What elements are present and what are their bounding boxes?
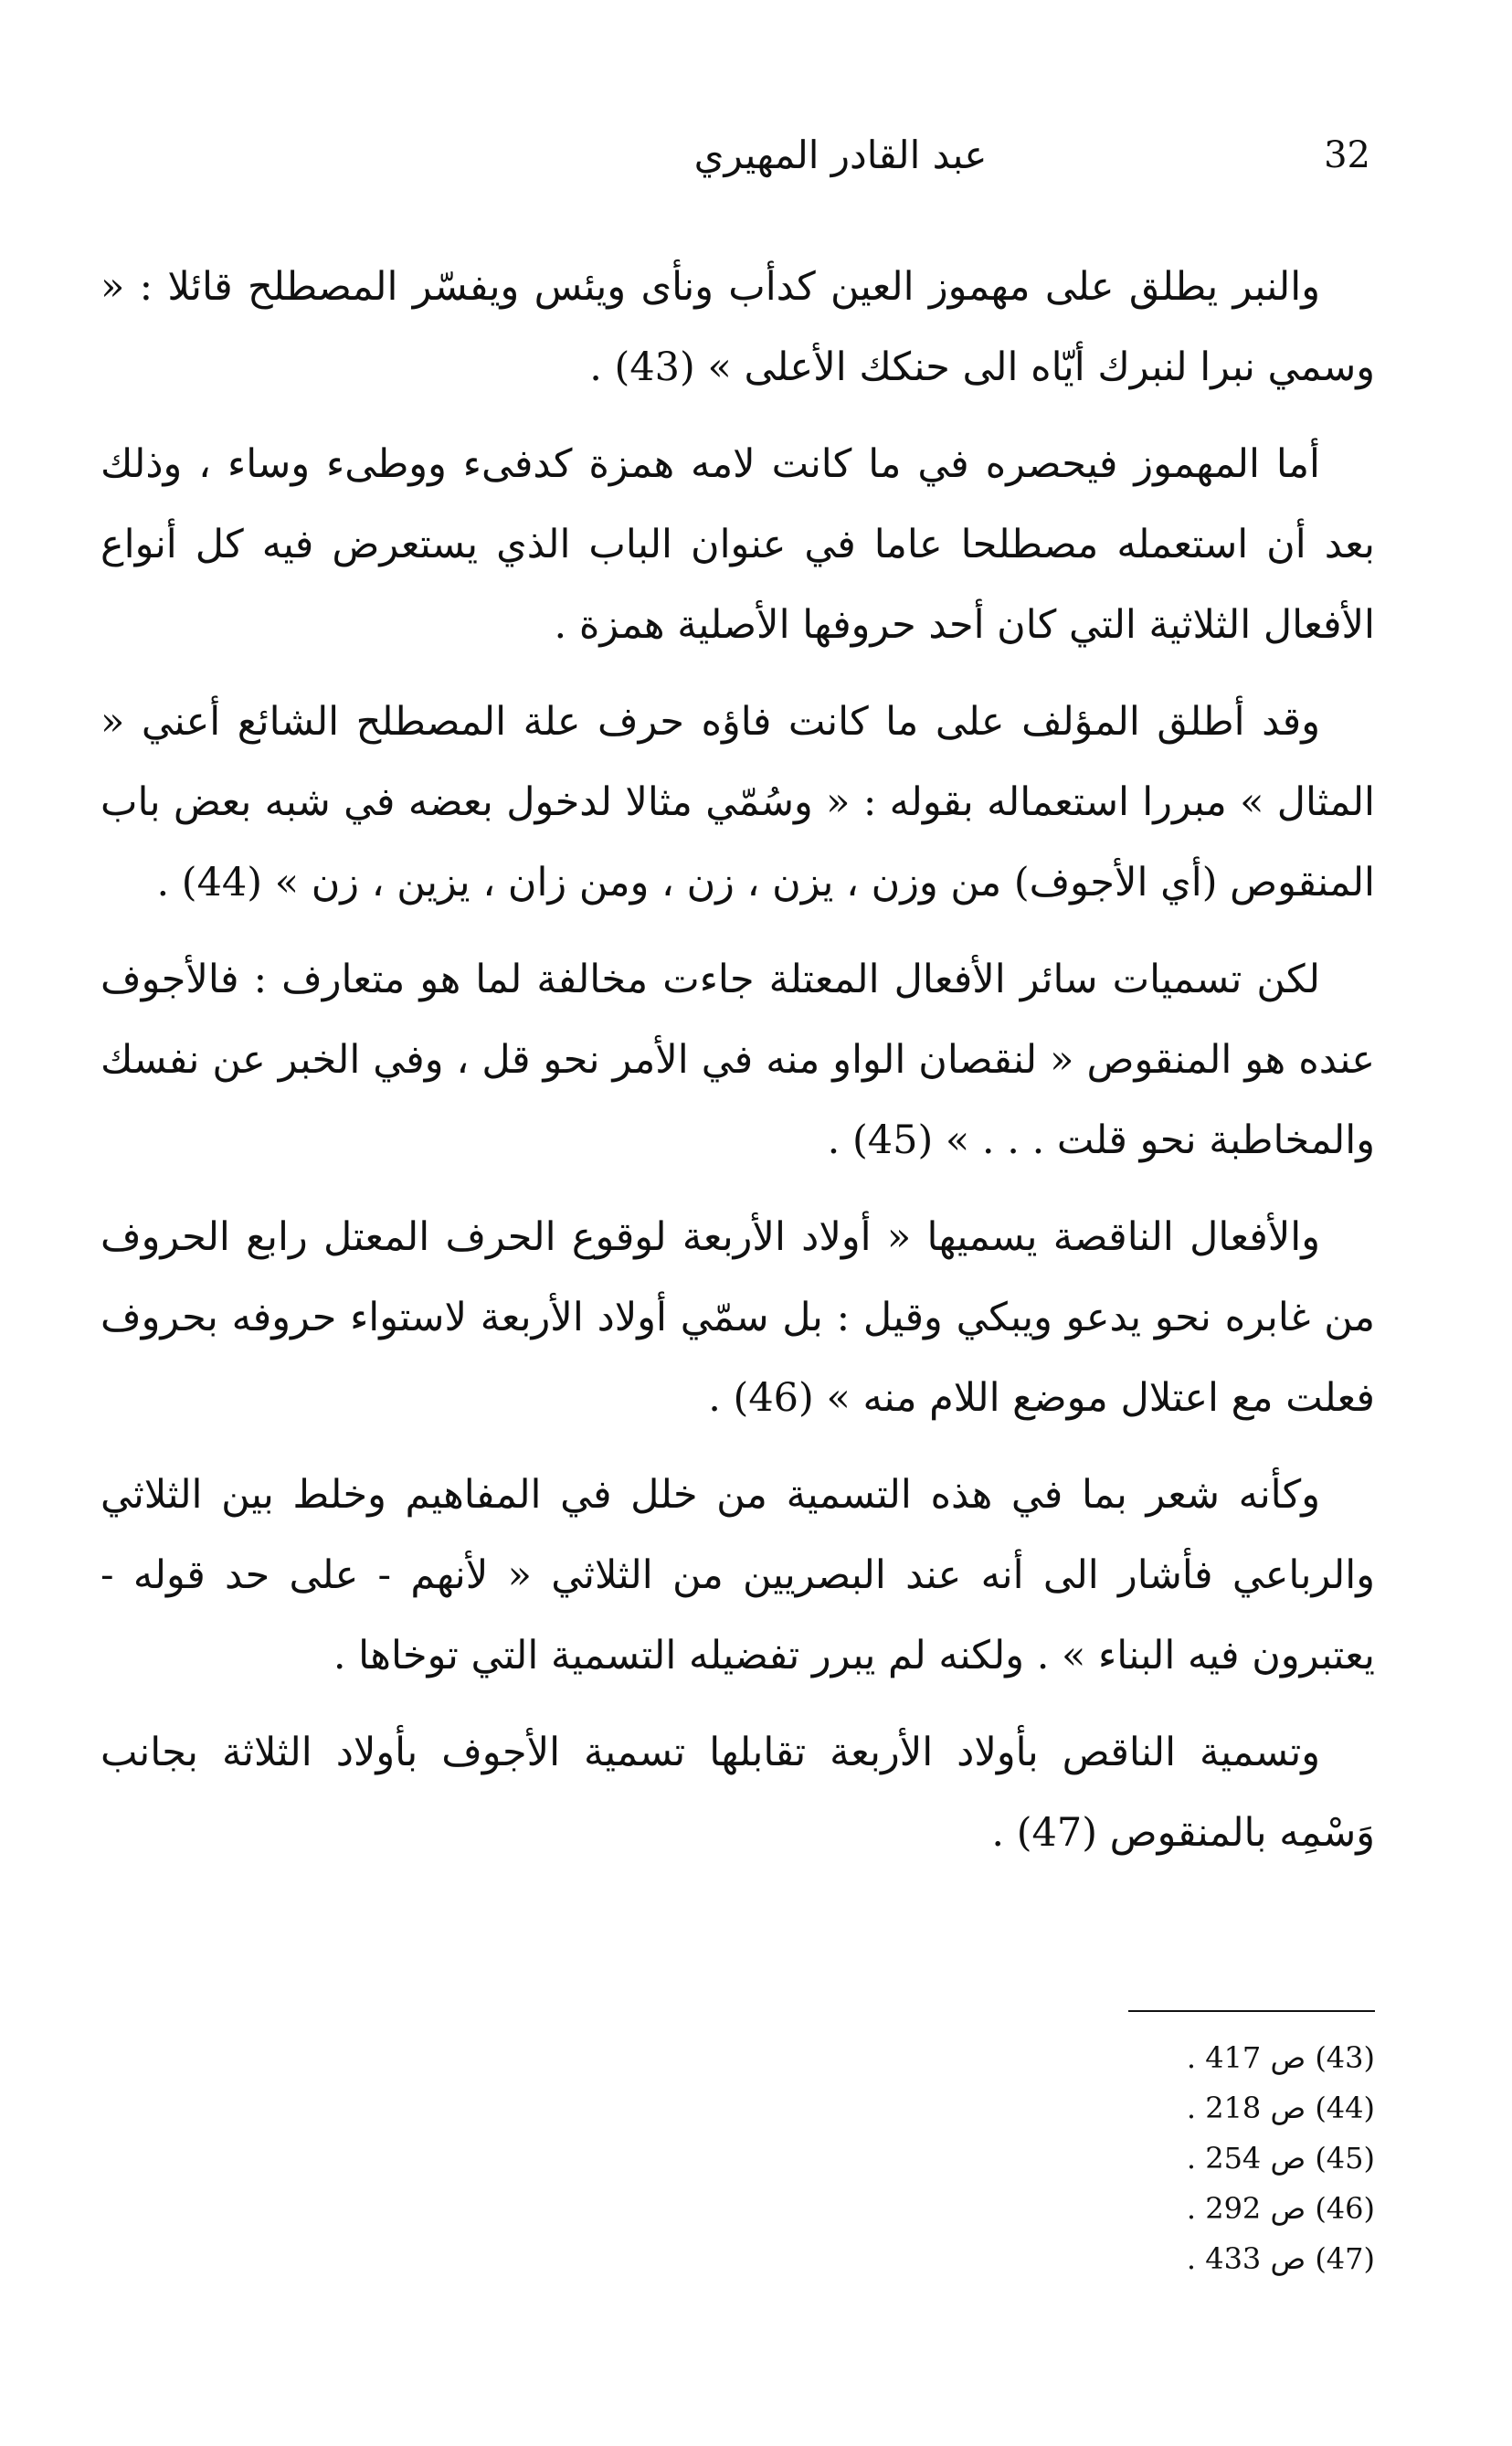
footnote-44 (1096, 2083, 1375, 2134)
paragraph-1: والنبر يطلق على مهموز العين كدأب ونأى ويئس ويفسّر المصطلح قائلا : « وسمي نبرا لنبرك أيّاه الى حنكك الأعلى » (43) . (100, 264, 1375, 390)
footnote-separator (1128, 2010, 1375, 2012)
footnote-number: (47) (1315, 2241, 1375, 2276)
page-number: 32 (1324, 134, 1370, 176)
paragraph-4: لكن تسميات سائر الأفعال المعتلة جاءت مخالفة لما هو متعارف : فالأجوف عنده هو المنقوص « لنقصان الواو منه في الأمر نحو قل ، وفي الخبر عن نفسك والمخاطبة نحو قلت . . . » (45) . (100, 957, 1375, 1163)
footnote-number: (46) (1315, 2191, 1375, 2226)
footnote-reference: ص 218 . (1186, 2091, 1306, 2125)
footnote-number: (44) (1315, 2091, 1375, 2125)
footnote-reference: ص 254 . (1186, 2141, 1306, 2176)
footnote-46 (1096, 2184, 1375, 2234)
paragraph-6: وكأنه شعر بما في هذه التسمية من خلل في المفاهيم وخلط بين الثلاثي والرباعي فأشار الى أنه عند البصريين من الثلاثي « لأنهم - على حد قوله - يعتبرون فيه البناء » . ولكنه لم يبرر تفضيله التسمية التي توخاها . (100, 1472, 1375, 1678)
footnote-47 (1096, 2234, 1375, 2284)
footnote-reference: ص 417 . (1186, 2040, 1306, 2075)
main-text (100, 247, 1375, 1890)
footnote-reference: ص 292 . (1186, 2191, 1306, 2226)
paragraph-3: وقد أطلق المؤلف على ما كانت فاؤه حرف علة المصطلح الشائع أعني « المثال » مبررا استعماله بقوله : « وسُمّي مثالا لدخول بعضه في شبه بعض باب المنقوص (أي الأجوف) من وزن ، يزن ، زن ، ومن زان ، يزين ، زن » (44) . (100, 699, 1375, 905)
paragraph-2: أما المهموز فيحصره في ما كانت لامه همزة كدفىء ووطىء وساء ، وذلك بعد أن استعمله مصطلحا عاما في عنوان الباب الذي يستعرض فيه كل أنواع الأفعال الثلاثية التي كان أحد حروفها الأصلية همزة . (100, 441, 1375, 648)
footnote-43 (1096, 2033, 1375, 2083)
running-head: عبد القادر المهيري (693, 132, 988, 177)
paragraph-5: والأفعال الناقصة يسميها « أولاد الأربعة لوقوع الحرف المعتل رابع الحروف من غابره نحو يدعو ويبكي وقيل : بل سمّي أولاد الأربعة لاستواء حروفه بحروف فعلت مع اعتلال موضع اللام منه » (46) . (100, 1214, 1375, 1421)
paragraph-7: وتسمية الناقص بأولاد الأربعة تقابلها تسمية الأجوف بأولاد الثلاثة بجانب وَسْمِه بالمنقوص (47) . (100, 1730, 1375, 1856)
footnote-reference: ص 433 . (1186, 2241, 1306, 2276)
footnote-number: (45) (1315, 2141, 1375, 2176)
footnotes (1096, 2033, 1375, 2284)
footnote-45 (1096, 2134, 1375, 2184)
page-header (110, 128, 1370, 183)
footnote-number: (43) (1315, 2040, 1375, 2075)
